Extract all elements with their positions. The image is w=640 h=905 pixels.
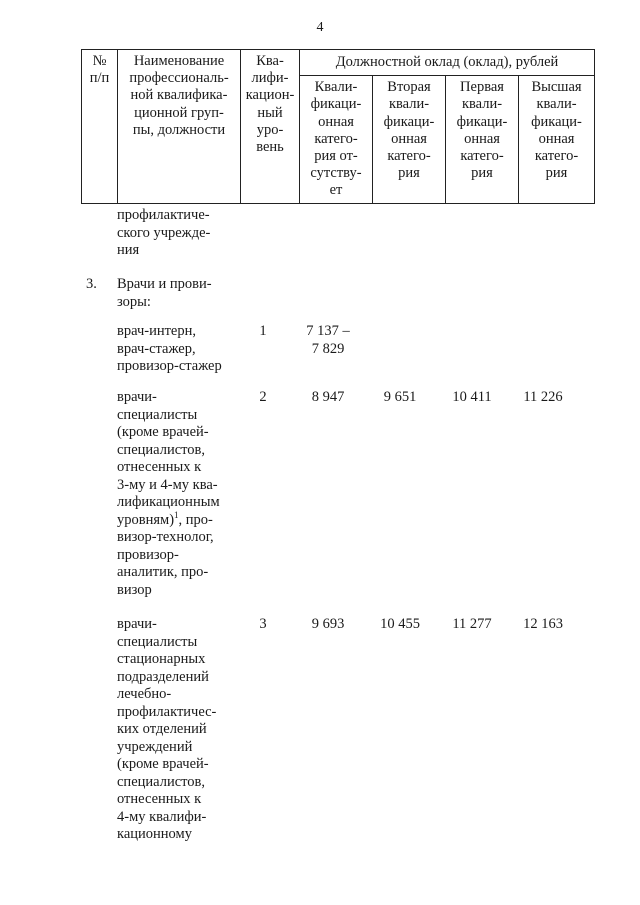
row2-name-line: специалисты (117, 406, 198, 423)
header-cat-line: рия (545, 165, 568, 182)
continuation-line: ния (117, 242, 140, 258)
row1-name-line: врач-стажер, (117, 340, 196, 357)
header-cat-line: катего- (314, 130, 358, 147)
row2-name-line (117, 509, 233, 530)
header-name-line: Наименование (133, 53, 225, 69)
header-cat-line: Квали- (314, 79, 358, 96)
header-salary-title: Должностной оклад (оклад), рублей (300, 50, 595, 76)
header-cat-line: онная (391, 130, 427, 147)
row2-name-fragment: уровням) (117, 511, 175, 528)
header-level-line: кацион- (245, 87, 295, 104)
header-category-highest (519, 76, 595, 203)
row1-salary-line: 7 829 (311, 340, 345, 357)
row1-name-line: врач-интерн, (117, 323, 196, 339)
header-number-cell (82, 50, 118, 204)
header-cat-line: онная (538, 130, 575, 147)
header-category-first (446, 76, 519, 203)
header-cat-line: Вторая (387, 79, 431, 96)
row2-name-fragment: , прo- (178, 511, 213, 528)
header-cat-line: рия от- (314, 148, 358, 165)
header-cat-line: катего- (460, 148, 504, 165)
row2-salary-second: 9 651 (383, 389, 417, 405)
row3-name-line: (кроме врачей- (117, 756, 209, 772)
header-name-line: пы, должности (132, 121, 226, 138)
row2-name-line: отнесенных к (117, 459, 202, 475)
row3-level: 3 (259, 616, 267, 632)
header-level-line: Ква- (256, 53, 284, 69)
continuation-line: профилактиче- (117, 207, 210, 223)
row2-salary-first: 10 411 (452, 389, 492, 405)
row3-name-line: стационарных (117, 651, 206, 667)
row3-name-line: учреждений (117, 738, 193, 755)
footnote-marker: 1 (174, 509, 179, 520)
continuation-line: ского учрежде- (117, 224, 211, 241)
header-cat-line: катего- (534, 148, 579, 165)
header-cat-line: рия (398, 165, 420, 182)
header-name-cell (118, 50, 241, 204)
header-category-second (373, 76, 446, 203)
header-cat-line: фикаци- (310, 96, 362, 113)
row3-name (117, 616, 233, 844)
header-cat-line: онная (464, 130, 500, 147)
header-cat-line: фикаци- (383, 113, 435, 130)
header-cat-line: Первая (460, 79, 504, 96)
row2-salary-no-category: 8 947 (311, 389, 345, 405)
group-title-line: зоры: (117, 293, 151, 310)
header-cat-line: сутству- (310, 165, 362, 182)
row2-name-line: специалистов, (117, 441, 206, 458)
group-title (117, 276, 233, 311)
header-cat-line: Высшая (531, 79, 582, 96)
group-number: 3. (86, 276, 97, 292)
row2-name-line: провизор- (117, 546, 179, 563)
row3-name-line: подразделений (117, 668, 209, 685)
row3-name-line: ких отделений (117, 721, 207, 737)
header-level-line: вень (256, 139, 284, 156)
row2-name-line: аналитик, про- (117, 564, 209, 580)
row2-name-line: визор-технолог, (117, 529, 214, 545)
header-cat-line: квали- (461, 96, 503, 113)
row1-salary-line: 7 137 – (306, 323, 350, 339)
row2-name-line: лификационным (117, 494, 220, 510)
header-cat-line: квали- (536, 96, 577, 113)
row3-name-line: лечебно- (117, 686, 172, 702)
continuation-text (117, 207, 233, 260)
header-level-line: ный (257, 104, 283, 121)
row3-salary-first: 11 277 (452, 616, 492, 632)
row2-name-line: визор (117, 581, 152, 598)
header-cat-line: онная (318, 113, 354, 130)
header-cat-line: фикаци- (531, 113, 582, 130)
header-name-line: профессиональ- (129, 70, 229, 87)
row3-name-line: кационному (117, 826, 192, 842)
header-name-line: ционной груп- (134, 104, 224, 121)
row3-name-line: врачи- (117, 616, 157, 632)
header-cat-line: квали- (388, 96, 430, 113)
row1-name (117, 323, 233, 376)
row3-name-line: профилактичес- (117, 703, 217, 720)
row3-name-line: специалистов, (117, 773, 206, 790)
group-title-line: Врачи и прови- (117, 276, 212, 292)
page-number: 4 (316, 20, 324, 35)
row2-salary-highest: 11 226 (523, 389, 563, 405)
header-number-line: п/п (89, 70, 110, 87)
header-cat-line: катего- (387, 148, 431, 165)
header-level-line: уро- (256, 121, 284, 138)
header-cat-line: фикаци- (456, 113, 508, 130)
row3-salary-highest: 12 163 (523, 616, 563, 632)
row2-name-line: 3-му и 4-му ква- (117, 476, 218, 493)
header-cat-line: рия (471, 165, 493, 182)
row1-salary-no-category (292, 323, 364, 358)
header-number-line: № (92, 53, 107, 69)
row3-salary-no-category: 9 693 (311, 616, 345, 632)
header-name-line: ной квалифика- (130, 87, 228, 104)
row3-salary-second: 10 455 (380, 616, 420, 632)
header-category-none (300, 76, 373, 203)
row3-name-line: 4-му квалифи- (117, 808, 207, 825)
row2-level: 2 (259, 389, 267, 405)
row3-name-line: специалисты (117, 633, 198, 650)
header-cat-line: ет (329, 182, 343, 199)
row2-name (117, 389, 233, 599)
row1-name-line: провизор-стажер (117, 358, 222, 374)
header-level-cell (241, 50, 300, 204)
salary-table-header (81, 49, 595, 204)
header-level-line: лифи- (251, 70, 289, 87)
row2-name-line: (кроме врачей- (117, 424, 209, 440)
row2-name-line: врачи- (117, 389, 157, 405)
row1-level: 1 (259, 323, 267, 339)
row3-name-line: отнесенных к (117, 791, 202, 807)
